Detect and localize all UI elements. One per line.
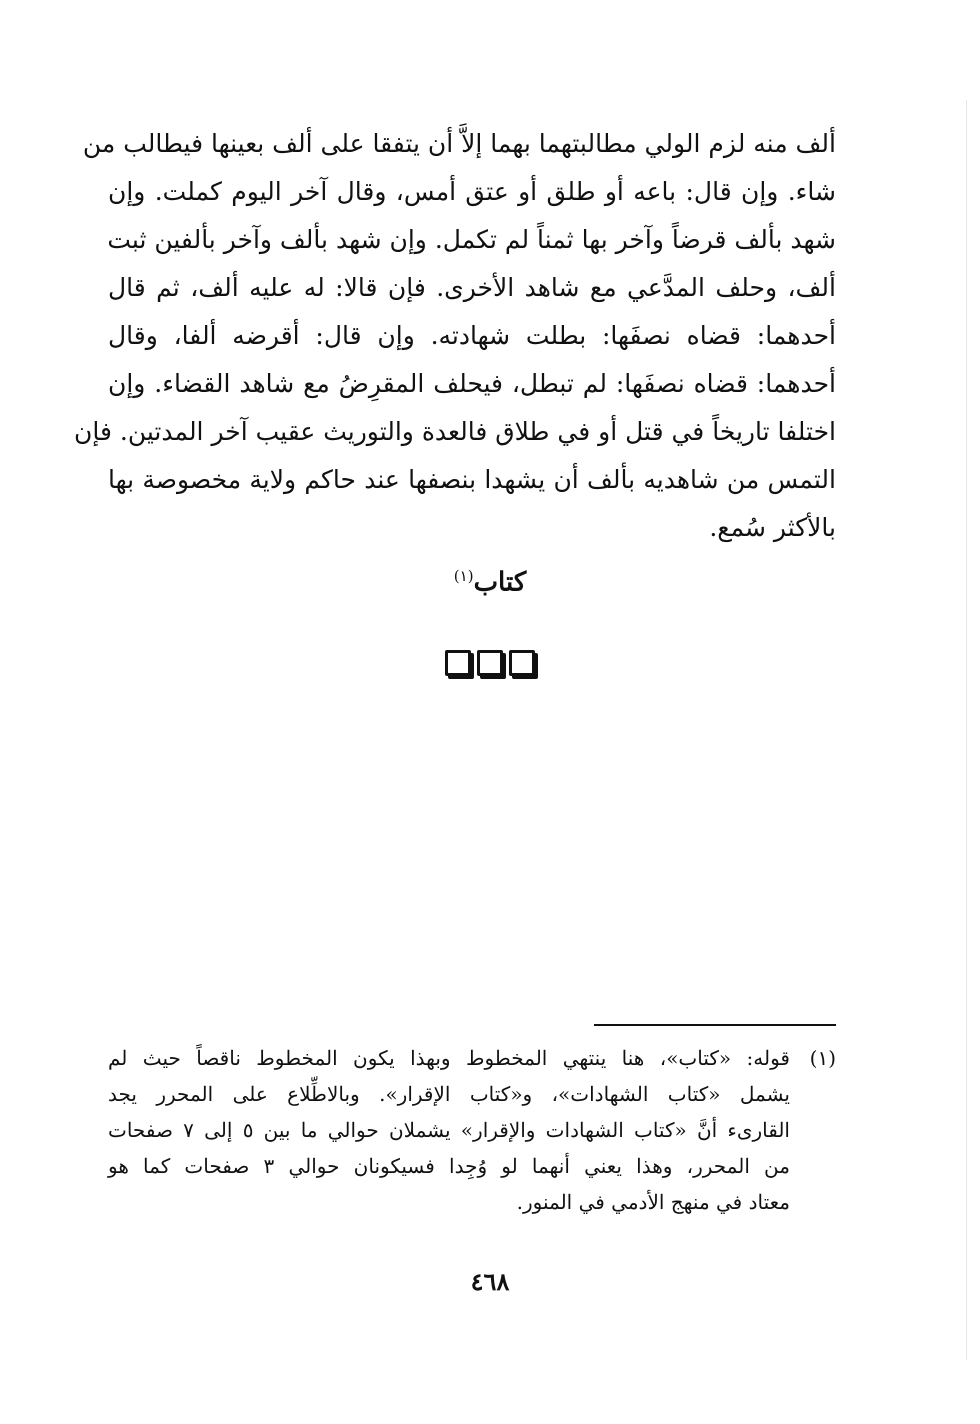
body-line: شاء. وإن قال: باعه أو طلق أو عتق أمس، وقال آخر اليوم كملت. وإن xyxy=(108,177,836,206)
page-edge-shadow xyxy=(966,100,967,1360)
footnote-separator xyxy=(594,1024,836,1026)
main-text-block xyxy=(74,120,836,552)
square-ornament-icon xyxy=(509,650,535,676)
footnote-line: من المحرر، وهذا يعني أنهما لو وُجِدا فسيكونان حوالي ٣ صفحات كما هو xyxy=(108,1154,790,1178)
square-ornament-icon xyxy=(477,650,503,676)
body-line: ألف، وحلف المدَّعي مع شاهد الأخرى. فإن قالا: له عليه ألف، ثم قال xyxy=(108,273,836,302)
body-line: بالأكثر سُمع. xyxy=(709,513,836,542)
body-line: ألف منه لزم الولي مطالبتهما بهما إلاَّ أن يتفقا على ألف بعينها فيطالب من xyxy=(82,129,836,158)
body-line: اختلفا تاريخاً في قتل أو في طلاق فالعدة والتوريث عقيب آخر المدتين. فإن xyxy=(74,417,836,446)
body-line: أحدهما: قضاه نصفَها: بطلت شهادته. وإن قال: أقرضه ألفا، وقال xyxy=(108,321,836,350)
footnote-block xyxy=(108,1040,836,1220)
footnote-line: معتاد في منهج الأدمي في المنور. xyxy=(516,1190,790,1214)
footnote-text xyxy=(108,1040,790,1220)
page-number: ٤٦٨ xyxy=(470,1267,510,1296)
body-line: أحدهما: قضاه نصفَها: لم تبطل، فيحلف المقرِضُ مع شاهد القضاء. وإن xyxy=(108,369,836,398)
body-line: شهد بألف قرضاً وآخر بها ثمناً لم تكمل. وإن شهد بألف وآخر بألفين ثبت xyxy=(107,225,836,254)
footnote-line: القارىء أنَّ «كتاب الشهادات والإقرار» يشملان حوالي ما بين ٥ إلى ٧ صفحات xyxy=(108,1118,790,1142)
footnote-line: قوله: «كتاب»، هنا ينتهي المخطوط وبهذا يكون المخطوط ناقصاً حيث لم xyxy=(108,1046,790,1070)
section-end-ornament xyxy=(0,650,980,676)
heading-title: كتاب xyxy=(473,567,527,598)
footnote-marker: (١) xyxy=(809,1046,836,1070)
square-ornament-icon xyxy=(445,650,471,676)
heading-footnote-ref: (١) xyxy=(453,567,474,585)
body-line: التمس من شاهديه بألف أن يشهدا بنصفها عند حاكم ولاية مخصوصة بها xyxy=(108,465,836,494)
section-heading xyxy=(0,556,980,603)
footnote-line: يشمل «كتاب الشهادات»، و«كتاب الإقرار». وبالاطِّلاع على المحرر يجد xyxy=(108,1082,790,1106)
